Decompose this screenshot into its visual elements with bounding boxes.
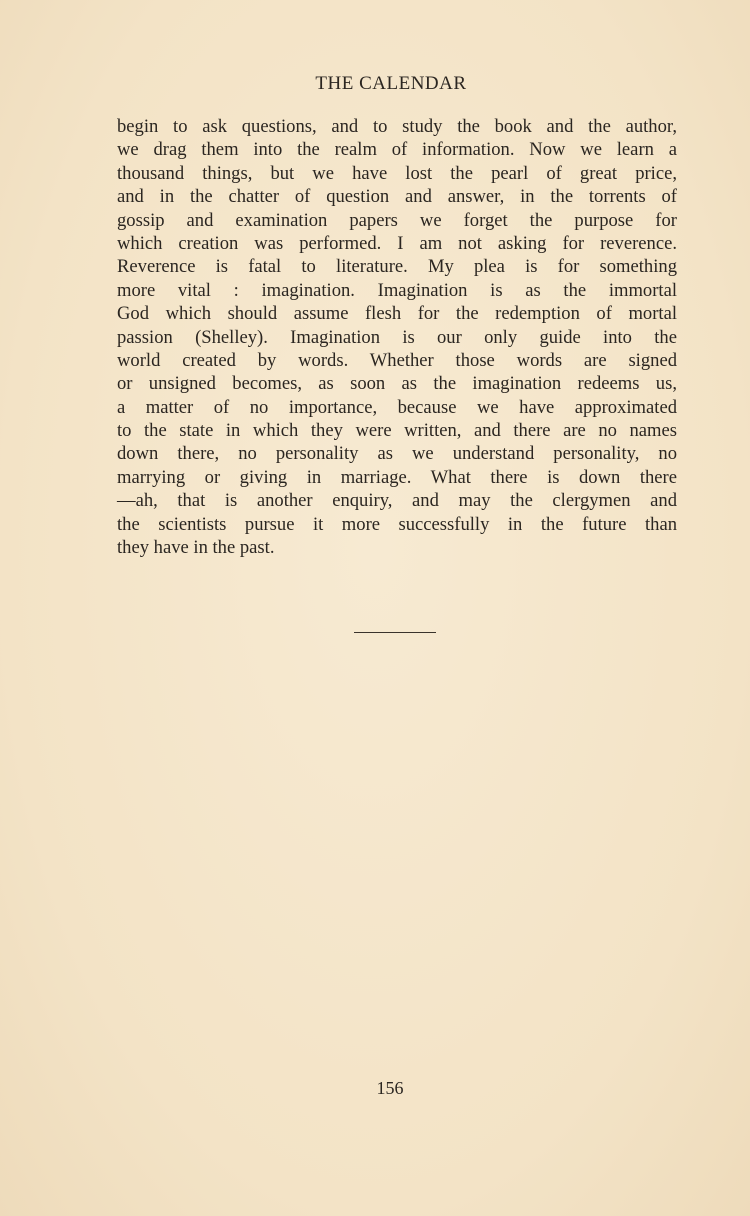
text-line: to the state in which they were written, and there are no names [117, 420, 677, 442]
text-line: God which should assume flesh for the redemption of mortal [117, 303, 677, 325]
text-line: which creation was performed. I am not asking for reverence. [117, 232, 677, 254]
text-line-last: they have in the past. [117, 537, 275, 559]
text-line: we drag them into the realm of information. Now we learn a [117, 139, 677, 161]
text-line: —ah, that is another enquiry, and may the clergymen and [117, 490, 677, 512]
text-line: begin to ask questions, and to study the book and the author, [117, 116, 677, 137]
text-line: thousand things, but we have lost the pearl of great price, [117, 162, 677, 184]
section-divider-rule [354, 632, 436, 633]
text-line: down there, no personality as we understand personality, no [117, 443, 677, 465]
text-line: Reverence is fatal to literature. My plea is for something [117, 256, 677, 278]
text-line: gossip and examination papers we forget the purpose for [117, 209, 677, 231]
body-text [117, 115, 677, 559]
text-line: passion (Shelley). Imagination is our only guide into the [117, 326, 677, 348]
running-head: THE CALENDAR [315, 73, 467, 94]
text-line: marrying or giving in marriage. What there is down there [117, 466, 677, 488]
text-line: the scientists pursue it more successfully in the future than [117, 513, 677, 535]
text-line: and in the chatter of question and answer, in the torrents of [117, 186, 677, 208]
text-line: or unsigned becomes, as soon as the imagination redeems us, [117, 373, 677, 395]
page-number: 156 [376, 1078, 404, 1098]
text-line: world created by words. Whether those words are signed [117, 349, 677, 371]
text-line: a matter of no importance, because we have approximated [117, 396, 677, 418]
text-line: more vital : imagination. Imagination is as the immortal [117, 279, 677, 301]
